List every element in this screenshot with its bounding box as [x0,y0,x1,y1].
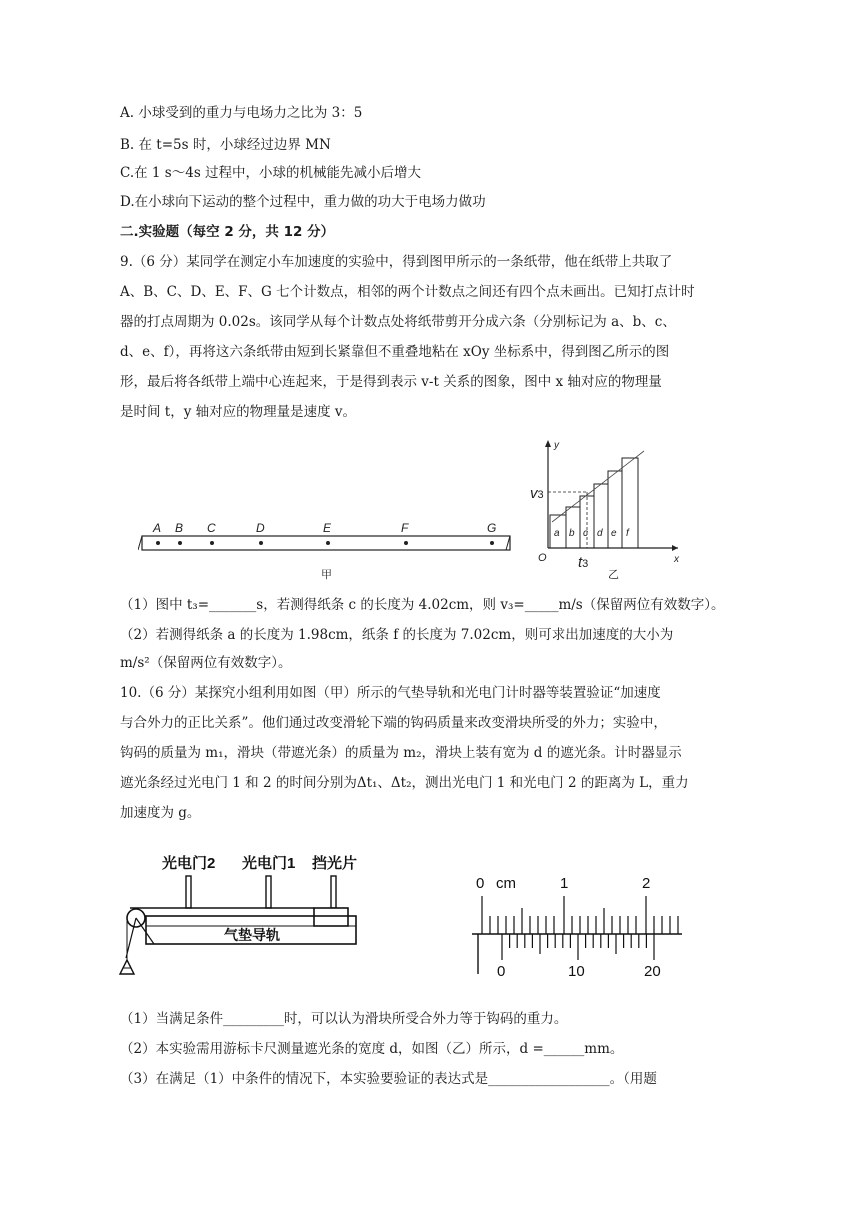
tape-label-e: E [323,521,332,535]
strip-label-c: c [583,528,588,539]
q10-line-5: 加速度为 g。 [120,805,201,821]
q9-sub-2a: （2）若测得纸条 a 的长度为 1.98cm，纸条 f 的长度为 7.02cm，则可求出加速度的大小为 [120,627,674,643]
tape-label-f: F [401,521,409,535]
q9-sub-1: （1）图中 t₃=_______s，若测得纸条 c 的长度为 4.02cm，则 v₃=_____m/s（保留两位有效数字）。 [120,597,725,613]
section-heading: 二.实验题（每空 2 分，共 12 分） [120,224,335,240]
q10-line-3: 钩码的质量为 m₁，滑块（带遮光条）的质量为 m₂，滑块上装有宽为 d 的遮光条。计时器显示 [120,745,682,761]
q10-line-2: 与合外力的正比关系”。他们通过改变滑轮下端的钩码质量来改变滑块所受的外力；实验中， [120,715,667,731]
vernier-scale-0: 0 [497,963,506,980]
q10-sub-3: （3）在满足（1）中条件的情况下，本实验要验证的表达式是__________________。（用题 [120,1071,657,1087]
q9-line-4: d、e、f），再将这六条纸带由短到长紧靠但不重叠地粘在 xOy 坐标系中，得到图乙所示的图 [120,344,670,360]
main-scale-1: 1 [560,875,569,892]
gate2-label: 光电门2 [162,855,216,872]
q10-line-1: 10.（6 分）某探究小组利用如图（甲）所示的气垫导轨和光电门计时器等装置验证“加速度 [120,685,661,701]
vt-line [552,451,644,522]
hanging-weight [120,960,134,974]
main-scale-ticks [482,896,678,934]
strip-label-d: d [597,528,603,539]
main-scale-unit: cm [496,875,516,892]
q9-line-2: A、B、C、D、E、F、G 七个计数点，相邻的两个计数点之间还有四个点未画出。已知打点计时 [120,284,695,300]
fig-yi-caption: 乙 [608,569,619,581]
tape-label-g: G [487,521,497,535]
tape-caption: 甲 [321,569,332,581]
origin-label: O [538,552,547,564]
slider-block [314,908,348,926]
q9-line-6: 是时间 t，y 轴对应的物理量是速度 v。 [120,404,357,420]
q9-sub-2b: m/s²（保留两位有效数字）。 [120,655,292,671]
tape-figure [138,512,518,584]
tape-label-c: C [207,521,216,535]
gate1 [266,876,271,908]
y-axis-label: y [554,440,559,451]
option-c: C.在 1 s～4s 过程中，小球的机械能先减小后增大 [120,165,422,181]
t3-label: t3 [578,554,589,571]
main-scale-0: 0 [476,875,485,892]
tape-label-d: D [256,521,265,535]
gate1-label: 光电门1 [242,855,296,872]
q10-line-4: 遮光条经过光电门 1 和 2 的时间分别为Δt₁、Δt₂，测出光电门 1 和光电门 2 的距离为 L，重力 [120,775,689,791]
vernier-scale-20: 20 [644,963,661,980]
paper-strips [550,458,638,548]
strip-label-b: b [569,528,575,539]
shade-label: 挡光片 [312,855,358,872]
x-axis-label: x [674,554,679,565]
option-b: B. 在 t=5s 时，小球经过边界 MN [120,137,331,153]
strip-label-f: f [626,528,629,539]
option-d: D.在小球向下运动的整个过程中，重力做的功大于电场力做功 [120,194,486,210]
tape-label-a: A [153,521,162,535]
q9-line-5: 形，最后将各纸带上端中心连起来，于是得到表示 v-t 关系的图象，图中 x 轴对应的物理量 [120,374,662,390]
v3-label: v3 [530,485,544,502]
tape-label-b: B [175,521,184,535]
q10-sub-2: （2）本实验需用游标卡尺测量遮光条的宽度 d，如图（乙）所示，d =______mm。 [120,1041,624,1057]
shade-plate [331,876,336,908]
q9-line-3: 器的打点周期为 0.02s。该同学从每个计数点处将纸带剪开分成六条（分别标记为 a、b、c、 [120,314,676,330]
q9-line-1: 9.（6 分）某同学在测定小车加速度的实验中，得到图甲所示的一条纸带，他在纸带上共取了 [120,254,673,270]
main-scale-2: 2 [642,875,651,892]
vernier-scale-ticks [502,934,654,960]
strip-label-a: a [554,528,560,539]
gate2 [186,876,191,908]
q10-sub-1: （1）当满足条件_________时，可以认为滑块所受合外力等于钩码的重力。 [120,1011,568,1027]
strip-label-e: e [611,528,617,539]
air-track-figure [116,848,372,978]
tape-dots [156,541,494,545]
option-a: A. 小球受到的重力与电场力之比为 3：5 [120,105,363,121]
vt-strip-figure [528,436,688,584]
vernier-caliper-figure [468,872,688,980]
vernier-scale-10: 10 [568,963,585,980]
air-track-label: 气垫导轨 [224,927,280,943]
